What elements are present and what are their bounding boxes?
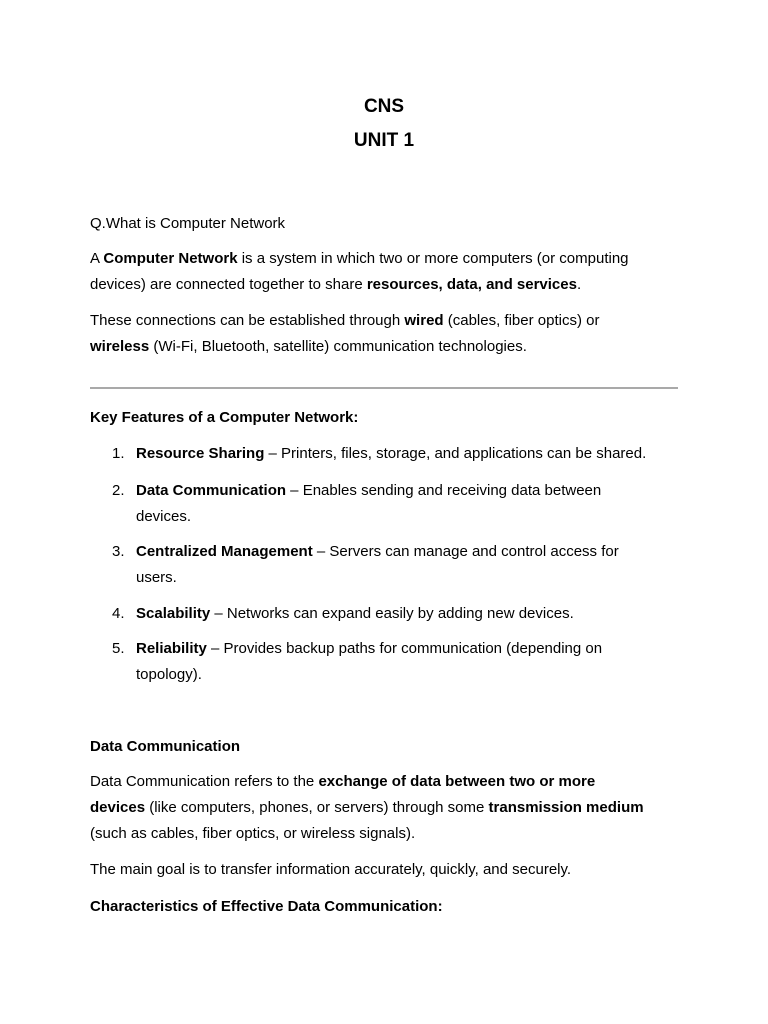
text-run: (Wi-Fi, Bluetooth, satellite) communication technologies. bbox=[149, 338, 527, 355]
list-item-body bbox=[136, 636, 686, 688]
text-run: (such as cables, fiber optics, or wireless signals). bbox=[90, 825, 416, 842]
bold-term: devices bbox=[90, 799, 146, 816]
text-run: devices) are connected together to share bbox=[90, 276, 367, 293]
list-number: 4. bbox=[112, 605, 125, 622]
bold-term: Centralized Management bbox=[136, 543, 313, 560]
text-run: – Networks can expand easily by adding new devices. bbox=[210, 605, 574, 622]
list-number: 3. bbox=[112, 543, 125, 560]
text-run: – Servers can manage and control access for bbox=[312, 543, 619, 560]
document-title: CNS bbox=[363, 96, 405, 117]
bold-term: Reliability bbox=[136, 640, 207, 657]
main-goal-paragraph: The main goal is to transfer information accurately, quickly, and securely. bbox=[90, 861, 572, 878]
characteristics-heading bbox=[90, 894, 690, 920]
text-run: A bbox=[90, 250, 104, 267]
features-heading bbox=[90, 405, 690, 431]
list-item-body bbox=[136, 601, 686, 627]
text-run: (cables, fiber optics) or bbox=[443, 312, 600, 329]
bold-term: transmission medium bbox=[488, 799, 644, 816]
text-run: users. bbox=[136, 569, 177, 586]
features-heading-text: Key Features of a Computer Network: bbox=[90, 409, 359, 426]
definition-paragraph bbox=[90, 246, 690, 298]
bold-term: Data Communication bbox=[136, 482, 287, 499]
text-run: is a system in which two or more computers (or computing bbox=[237, 250, 629, 267]
text-run: topology). bbox=[136, 666, 202, 683]
bold-term: resources, data, and services bbox=[366, 276, 577, 293]
text-run: – Enables sending and receiving data between bbox=[286, 482, 602, 499]
text-run: – Printers, files, storage, and applications can be shared. bbox=[264, 445, 647, 462]
text-run: – Provides backup paths for communication (depending on bbox=[206, 640, 603, 657]
document-subtitle: UNIT 1 bbox=[353, 130, 415, 151]
bold-term: wireless bbox=[90, 338, 150, 355]
text-run: Data Communication refers to the bbox=[90, 773, 319, 790]
list-number: 5. bbox=[112, 640, 125, 657]
list-item-body bbox=[136, 539, 686, 591]
characteristics-heading-text: Characteristics of Effective Data Communication: bbox=[90, 898, 443, 915]
list-number: 1. bbox=[112, 445, 125, 462]
bold-term: wired bbox=[404, 312, 444, 329]
connections-paragraph bbox=[90, 308, 690, 360]
text-run: . bbox=[576, 276, 582, 293]
data-communication-paragraph bbox=[90, 769, 690, 847]
bold-term: Resource Sharing bbox=[136, 445, 265, 462]
bold-term: exchange of data between two or more bbox=[318, 773, 596, 790]
bold-term: Scalability bbox=[136, 605, 211, 622]
bold-term: Computer Network bbox=[103, 250, 238, 267]
list-number: 2. bbox=[112, 482, 125, 499]
data-communication-heading bbox=[90, 734, 690, 760]
text-run: devices. bbox=[136, 508, 192, 525]
question-heading: Q.What is Computer Network bbox=[90, 215, 286, 232]
text-run: These connections can be established through bbox=[90, 312, 405, 329]
list-item-body bbox=[136, 478, 686, 530]
list-item-body bbox=[136, 441, 686, 467]
data-communication-heading-text: Data Communication bbox=[90, 738, 241, 755]
text-run: (like computers, phones, or servers) through some bbox=[145, 799, 489, 816]
horizontal-divider bbox=[90, 387, 678, 389]
